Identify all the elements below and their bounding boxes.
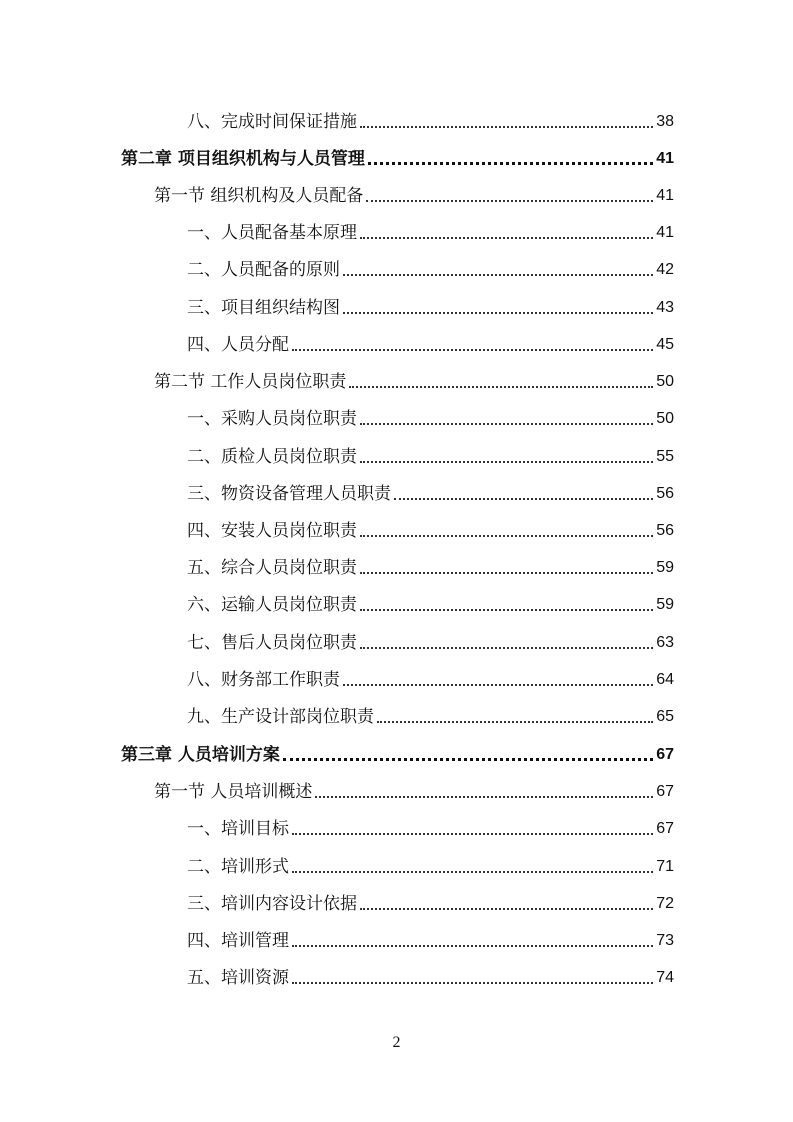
toc-entry-title: 一、人员配备基本原理 <box>187 223 357 243</box>
toc-entry-page: 43 <box>656 299 674 316</box>
toc-entry-title: 四、培训管理 <box>187 931 289 951</box>
dot-leader <box>360 572 653 574</box>
toc-entry-page: 41 <box>656 187 674 204</box>
toc-entry-page: 56 <box>656 485 674 502</box>
toc-entry-title: 七、售后人员岗位职责 <box>187 633 357 653</box>
toc-entry-title: 九、生产设计部岗位职责 <box>187 707 374 727</box>
toc-entry <box>187 853 674 877</box>
toc-entry-page: 59 <box>656 596 674 613</box>
toc-section <box>154 778 674 802</box>
toc-entry <box>187 405 674 429</box>
toc-entry-page: 50 <box>656 373 674 390</box>
toc-entry-page: 56 <box>656 522 674 539</box>
toc-chapter <box>121 741 674 765</box>
toc-entry-page: 41 <box>656 150 674 167</box>
toc-entry <box>187 629 674 653</box>
toc-entry <box>187 108 674 132</box>
toc-entry-page: 41 <box>656 224 674 241</box>
dot-leader <box>377 721 653 723</box>
toc-entry-page: 67 <box>656 820 674 837</box>
dot-leader <box>360 423 653 425</box>
toc-entry-title: 第二节 工作人员岗位职责 <box>154 372 347 392</box>
dot-leader <box>315 796 653 798</box>
toc-entry-page: 71 <box>656 858 674 875</box>
dot-leader <box>366 200 653 202</box>
toc-entry-page: 63 <box>656 634 674 651</box>
dot-leader <box>349 386 653 388</box>
toc-entry-title: 第二章 项目组织机构与人员管理 <box>121 149 365 169</box>
toc-entry-page: 72 <box>656 895 674 912</box>
dot-leader <box>292 982 653 984</box>
dot-leader <box>368 162 653 165</box>
toc-entry-page: 65 <box>656 708 674 725</box>
toc-entry-page: 38 <box>656 113 674 130</box>
toc-entry <box>187 815 674 839</box>
toc-entry-title: 八、完成时间保证措施 <box>187 112 357 132</box>
toc-entry <box>187 703 674 727</box>
toc-entry-title: 三、项目组织结构图 <box>187 298 340 318</box>
toc-entry-title: 五、培训资源 <box>187 968 289 988</box>
toc-entry <box>187 517 674 541</box>
toc-entry-title: 第一节 组织机构及人员配备 <box>154 186 364 206</box>
toc-entry-title: 六、运输人员岗位职责 <box>187 595 357 615</box>
toc-entry-title: 二、人员配备的原则 <box>187 260 340 280</box>
toc-entry-page: 67 <box>656 746 674 763</box>
toc-entry-title: 第三章 人员培训方案 <box>121 745 280 765</box>
dot-leader <box>343 684 653 686</box>
toc-entry-title: 三、物资设备管理人员职责 <box>187 484 391 504</box>
dot-leader <box>343 274 653 276</box>
toc-entry-title: 二、培训形式 <box>187 857 289 877</box>
dot-leader <box>360 535 653 537</box>
toc-entry-page: 42 <box>656 261 674 278</box>
toc-section <box>154 368 674 392</box>
toc-entry-page: 59 <box>656 559 674 576</box>
dot-leader <box>283 758 653 761</box>
toc-entry <box>187 256 674 280</box>
dot-leader <box>360 609 653 611</box>
toc-entry <box>187 554 674 578</box>
toc-entry <box>187 294 674 318</box>
dot-leader <box>360 908 653 910</box>
toc-entry <box>187 480 674 504</box>
toc-entry-title: 二、质检人员岗位职责 <box>187 447 357 467</box>
toc-entry-title: 八、财务部工作职责 <box>187 670 340 690</box>
toc-entry-title: 一、采购人员岗位职责 <box>187 409 357 429</box>
toc-entry-page: 73 <box>656 932 674 949</box>
dot-leader <box>292 871 653 873</box>
toc-section <box>154 182 674 206</box>
toc-entry-page: 74 <box>656 969 674 986</box>
toc-entry <box>187 964 674 988</box>
toc-entry-page: 50 <box>656 410 674 427</box>
toc-entry-page: 55 <box>656 448 674 465</box>
toc-entry-title: 第一节 人员培训概述 <box>154 782 313 802</box>
dot-leader <box>360 126 653 128</box>
toc-entry <box>187 591 674 615</box>
dot-leader <box>360 237 653 239</box>
dot-leader <box>292 945 653 947</box>
toc-entry <box>187 331 674 355</box>
toc-entry <box>187 219 674 243</box>
toc-entry-page: 45 <box>656 336 674 353</box>
dot-leader <box>360 647 653 649</box>
dot-leader <box>343 312 653 314</box>
toc-entry-page: 67 <box>656 783 674 800</box>
toc-entry <box>187 890 674 914</box>
toc-chapter <box>121 145 674 169</box>
dot-leader <box>292 349 653 351</box>
toc-entry-page: 64 <box>656 671 674 688</box>
toc-entry <box>187 443 674 467</box>
toc-entry-title: 一、培训目标 <box>187 819 289 839</box>
dot-leader <box>292 833 653 835</box>
toc-entry <box>187 927 674 951</box>
toc-entry-title: 三、培训内容设计依据 <box>187 894 357 914</box>
toc-entry-title: 四、人员分配 <box>187 335 289 355</box>
toc-entry-title: 五、综合人员岗位职责 <box>187 558 357 578</box>
toc-entry-title: 四、安装人员岗位职责 <box>187 521 357 541</box>
dot-leader <box>394 498 653 500</box>
page-number: 2 <box>392 1034 401 1051</box>
toc-entry <box>187 666 674 690</box>
dot-leader <box>360 461 653 463</box>
